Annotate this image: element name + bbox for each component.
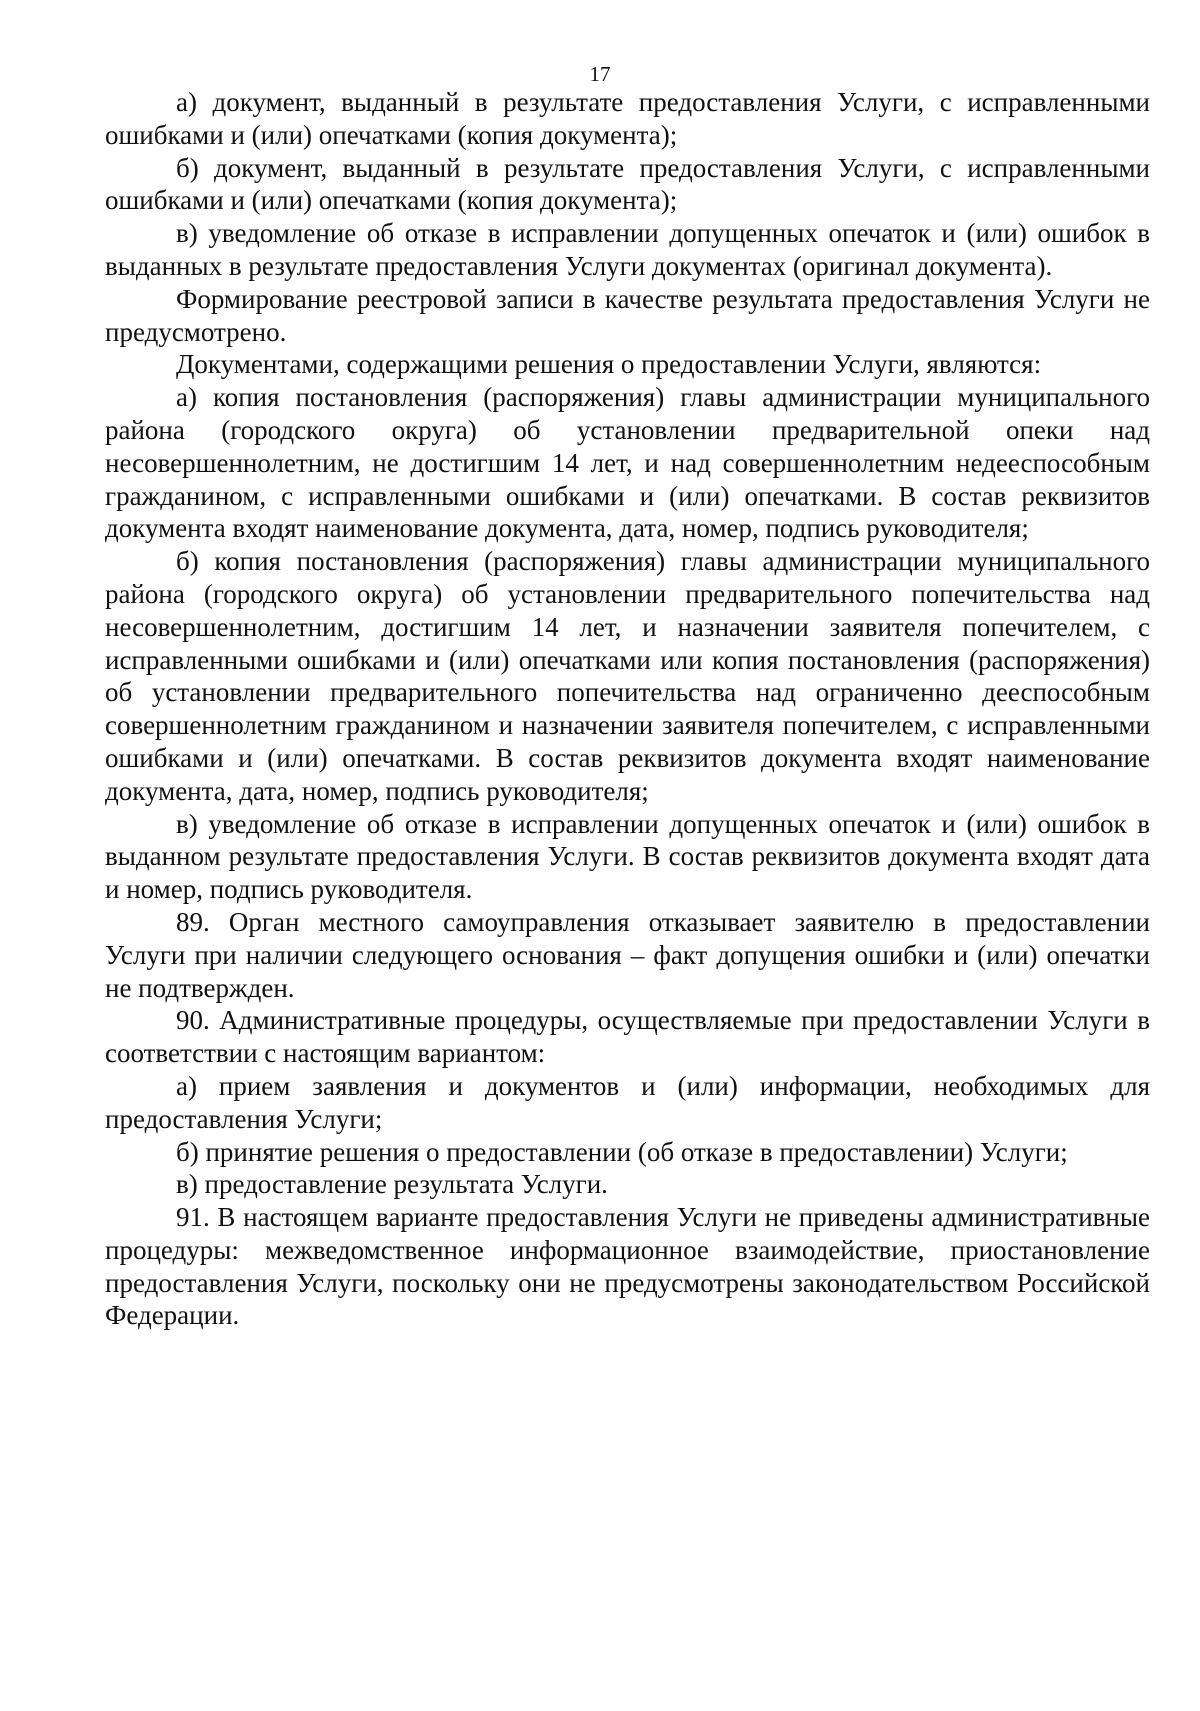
paragraph: а) прием заявления и документов и (или) информации, необходимых для предоставления Услуги; <box>105 1070 1150 1134</box>
paragraph: Формирование реестровой записи в качестве результата предоставления Услуги не предусмотрено. <box>105 283 1150 347</box>
paragraph: 91. В настоящем варианте предоставления Услуги не приведены административные процедуры: межведомственное информационное взаимодействие, приостановление предоставления Услуги, поскольку они не предусмотрены законодательством Российской Федерации. <box>105 1202 1150 1331</box>
paragraph: а) копия постановления (распоряжения) главы администрации муниципального района (городского округа) об установлении предварительной опеки над несовершеннолетним, не достигшим 14 лет, и над совершеннолетним недееспособным гражданином, с исправленными ошибками и (или) опечатками. В состав реквизитов документа входят наименование документа, дата, номер, подпись руководителя; <box>105 382 1150 544</box>
paragraph: Документами, содержащими решения о предоставлении Услуги, являются: <box>176 349 1042 380</box>
paragraph: б) документ, выданный в результате предоставления Услуги, с исправленными ошибками и (или) опечатками (копия документа); <box>105 152 1150 216</box>
page-number: 17 <box>589 62 611 86</box>
paragraph: б) принятие решения о предоставлении (об отказе в предоставлении) Услуги; <box>176 1136 1068 1167</box>
paragraph: в) предоставление результата Услуги. <box>176 1169 608 1200</box>
paragraph: а) документ, выданный в результате предоставления Услуги, с исправленными ошибками и (или) опечатками (копия документа); <box>105 87 1150 150</box>
paragraph: б) копия постановления (распоряжения) главы администрации муниципального района (городского округа) об установлении предварительного попечительства над несовершеннолетним, достигшим 14 лет, и назначении заявителя попечителем, с исправленными ошибками и (или) опечатками или копия постановления (распоряжения) об установлении предварительного попечительства над ограниченно дееспособным совершеннолетним гражданином и назначении заявителя попечителем, с исправленными ошибками и (или) опечатками. В состав реквизитов документа входят наименование документа, дата, номер, подпись руководителя; <box>105 546 1150 806</box>
paragraph: 89. Орган местного самоуправления отказывает заявителю в предоставлении Услуги при наличии следующего основания – факт допущения ошибки и (или) опечатки не подтвержден. <box>105 906 1150 1003</box>
paragraph: в) уведомление об отказе в исправлении допущенных опечаток и (или) ошибок в выданных в результате предоставления Услуги документах (оригинал документа). <box>105 218 1150 281</box>
document-body <box>105 86 1150 1332</box>
paragraph: в) уведомление об отказе в исправлении допущенных опечаток и (или) ошибок в выданном результате предоставления Услуги. В состав реквизитов документа входят дата и номер, подпись руководителя. <box>105 808 1150 905</box>
paragraph: 90. Административные процедуры, осуществляемые при предоставлении Услуги в соответствии с настоящим вариантом: <box>105 1005 1150 1069</box>
